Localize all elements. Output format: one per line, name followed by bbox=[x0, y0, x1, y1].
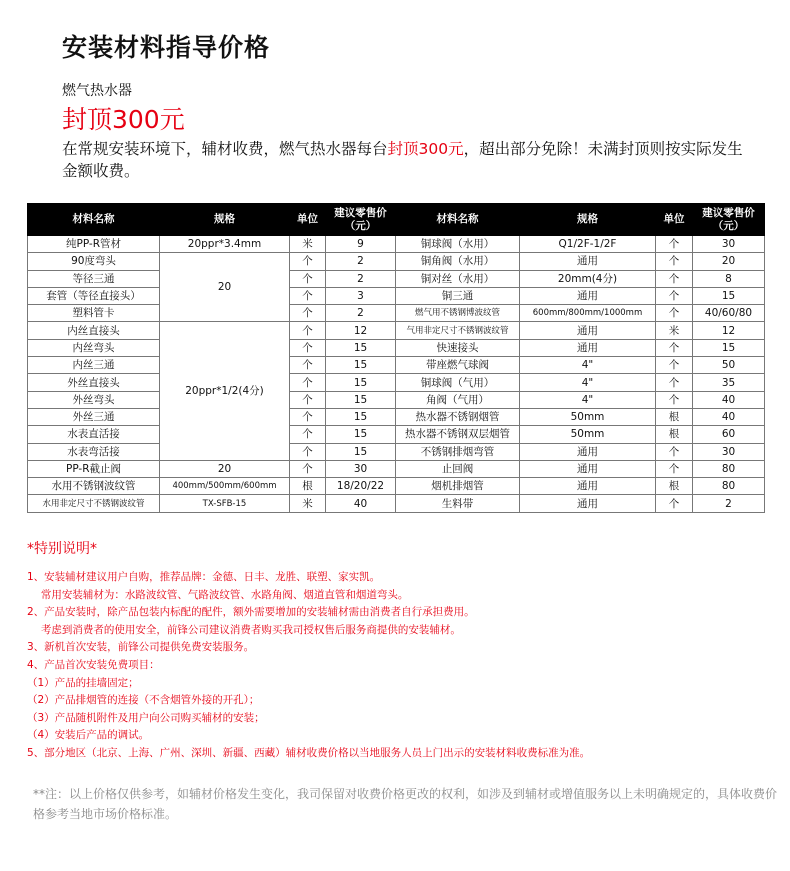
cell-unit: 个 bbox=[290, 287, 326, 304]
cell-spec: 4" bbox=[520, 391, 656, 408]
note-item: （2）产品排烟管的连接（不含烟管外接的开孔）； bbox=[27, 694, 260, 707]
cell-spec: 通用 bbox=[520, 443, 656, 460]
cell-name: 水表直活接 bbox=[28, 426, 160, 443]
cell-name: 90度弯头 bbox=[28, 253, 160, 270]
cell-name: 快速接头 bbox=[396, 339, 520, 356]
cell-price: 2 bbox=[326, 305, 396, 322]
cell-spec: 4" bbox=[520, 374, 656, 391]
cell-name: 止回阀 bbox=[396, 460, 520, 477]
cell-price: 12 bbox=[326, 322, 396, 339]
header-material-name: 材料名称 bbox=[28, 204, 160, 236]
table-row bbox=[28, 391, 765, 408]
cell-name: 铜角阀（水用） bbox=[396, 253, 520, 270]
header-spec: 规格 bbox=[520, 204, 656, 236]
table-row bbox=[28, 253, 765, 270]
cell-price: 15 bbox=[326, 426, 396, 443]
cell-unit: 根 bbox=[290, 478, 326, 495]
table-row bbox=[28, 495, 765, 512]
cell-spec: 50mm bbox=[520, 426, 656, 443]
cell-spec: 20mm(4分) bbox=[520, 270, 656, 287]
cell-name: 铜球阀（气用） bbox=[396, 374, 520, 391]
cell-unit: 米 bbox=[290, 495, 326, 512]
cell-unit: 个 bbox=[656, 495, 693, 512]
cell-spec: 通用 bbox=[520, 322, 656, 339]
cell-unit: 个 bbox=[290, 460, 326, 477]
cell-unit: 个 bbox=[290, 322, 326, 339]
cell-name: 热水器不锈钢烟管 bbox=[396, 408, 520, 425]
cell-price: 15 bbox=[326, 443, 396, 460]
cell-spec: 20 bbox=[160, 460, 290, 477]
cell-spec: 600mm/800mm/1000mm bbox=[520, 305, 656, 322]
cell-spec: 20ppr*3.4mm bbox=[160, 236, 290, 253]
footer-disclaimer: **注：以上价格仅供参考，如辅材价格发生变化，我司保留对收费价格更改的权利，如涉及到辅材或增值服务以上未明确规定的，具体收费价格参考当地市场价格标准。 bbox=[33, 787, 778, 821]
table-row bbox=[28, 374, 765, 391]
cell-price: 30 bbox=[326, 460, 396, 477]
cell-spec: TX-SFB-15 bbox=[160, 495, 290, 512]
table-row bbox=[28, 443, 765, 460]
cell-name: 内丝直接头 bbox=[28, 322, 160, 339]
cell-price: 60 bbox=[693, 426, 765, 443]
cell-unit: 个 bbox=[290, 426, 326, 443]
cell-price: 40 bbox=[693, 408, 765, 425]
cell-name: 铜球阀（水用） bbox=[396, 236, 520, 253]
table-row bbox=[28, 287, 765, 304]
cell-price: 2 bbox=[326, 270, 396, 287]
cell-unit: 个 bbox=[656, 391, 693, 408]
cell-unit: 个 bbox=[656, 236, 693, 253]
table-row bbox=[28, 270, 765, 287]
note-item: （1）产品的挂墙固定； bbox=[27, 676, 139, 689]
cell-price: 15 bbox=[326, 339, 396, 356]
cell-price: 40 bbox=[693, 391, 765, 408]
note-item: 3、新机首次安装，前锋公司提供免费安装服务。 bbox=[27, 641, 255, 654]
cell-price: 20 bbox=[693, 253, 765, 270]
cell-name: 热水器不锈钢双层烟管 bbox=[396, 426, 520, 443]
cell-name: 带座燃气球阀 bbox=[396, 357, 520, 374]
cell-spec: 通用 bbox=[520, 495, 656, 512]
cell-unit: 个 bbox=[290, 374, 326, 391]
cell-unit: 个 bbox=[290, 270, 326, 287]
cell-name: 气用非定尺寸不锈钢波纹管 bbox=[396, 322, 520, 339]
cell-price: 12 bbox=[693, 322, 765, 339]
cell-unit: 个 bbox=[290, 357, 326, 374]
cell-name: PP-R截止阀 bbox=[28, 460, 160, 477]
cell-price: 30 bbox=[693, 236, 765, 253]
note-item: 1、安装辅材建议用户自购，推荐品牌：金德、日丰、龙胜、联塑、家实凯。 bbox=[27, 571, 381, 583]
cell-price: 80 bbox=[693, 460, 765, 477]
cell-spec: 4" bbox=[520, 357, 656, 374]
cell-name: 外丝三通 bbox=[28, 408, 160, 425]
cell-name: 燃气用不锈钢博波纹管 bbox=[396, 305, 520, 322]
table-header-row bbox=[28, 204, 765, 236]
cell-name: 烟机排烟管 bbox=[396, 478, 520, 495]
cell-unit: 米 bbox=[290, 236, 326, 253]
cell-name: 生料带 bbox=[396, 495, 520, 512]
cell-spec: 通用 bbox=[520, 460, 656, 477]
cell-unit: 个 bbox=[656, 357, 693, 374]
cell-name: 铜三通 bbox=[396, 287, 520, 304]
cell-unit: 个 bbox=[656, 270, 693, 287]
table-row bbox=[28, 305, 765, 322]
cell-name: 不锈钢排烟弯管 bbox=[396, 443, 520, 460]
table-row bbox=[28, 339, 765, 356]
note-item: 2、产品安装时，除产品包装内标配的配件，额外需要增加的安装辅材需由消费者自行承担费用。 bbox=[27, 606, 475, 619]
notes-title: *特别说明* bbox=[27, 541, 97, 557]
note-item: （3）产品随机附件及用户向公司购买辅材的安装； bbox=[27, 711, 265, 724]
cell-unit: 个 bbox=[290, 408, 326, 425]
header-unit: 单位 bbox=[290, 204, 326, 236]
cell-name: 水表弯活接 bbox=[28, 443, 160, 460]
cell-name: 外丝弯头 bbox=[28, 391, 160, 408]
cell-unit: 个 bbox=[656, 374, 693, 391]
cell-spec: 400mm/500mm/600mm bbox=[160, 478, 290, 495]
cell-unit: 个 bbox=[290, 253, 326, 270]
header-unit: 单位 bbox=[656, 204, 693, 236]
cell-price: 50 bbox=[693, 357, 765, 374]
cell-price: 40 bbox=[326, 495, 396, 512]
cell-price: 8 bbox=[693, 270, 765, 287]
table-row bbox=[28, 322, 765, 339]
price-cap-heading: 封顶300元 bbox=[62, 105, 185, 134]
cell-unit: 个 bbox=[290, 305, 326, 322]
cell-price: 35 bbox=[693, 374, 765, 391]
header-spec: 规格 bbox=[160, 204, 290, 236]
desc-part1: 在常规安装环境下，辅材收费，燃气热水器每台 bbox=[62, 140, 388, 158]
cell-price: 3 bbox=[326, 287, 396, 304]
header-price: 建议零售价（元） bbox=[326, 204, 396, 236]
product-subtitle: 燃气热水器 bbox=[62, 83, 132, 99]
cell-name: 塑料管卡 bbox=[28, 305, 160, 322]
cell-unit: 个 bbox=[656, 287, 693, 304]
cell-name: 水用非定尺寸不锈钢波纹管 bbox=[28, 495, 160, 512]
cell-unit: 个 bbox=[656, 253, 693, 270]
cell-name: 水用不锈钢波纹管 bbox=[28, 478, 160, 495]
cap-description bbox=[62, 138, 752, 182]
cell-price: 30 bbox=[693, 443, 765, 460]
cell-price: 15 bbox=[326, 408, 396, 425]
cell-spec: 通用 bbox=[520, 287, 656, 304]
cell-name: 内丝弯头 bbox=[28, 339, 160, 356]
header-price: 建议零售价（元） bbox=[693, 204, 765, 236]
cell-name: 外丝直接头 bbox=[28, 374, 160, 391]
cell-unit: 个 bbox=[656, 460, 693, 477]
cell-unit: 个 bbox=[290, 443, 326, 460]
cell-spec: 通用 bbox=[520, 478, 656, 495]
cell-price: 40/60/80 bbox=[693, 305, 765, 322]
price-table bbox=[27, 203, 765, 513]
cell-spec: 通用 bbox=[520, 339, 656, 356]
cell-price: 2 bbox=[693, 495, 765, 512]
page-title: 安装材料指导价格 bbox=[62, 33, 271, 62]
cell-spec: 20ppr*1/2(4分) bbox=[160, 322, 290, 460]
table-row bbox=[28, 236, 765, 253]
table-row bbox=[28, 426, 765, 443]
note-item: 常用安装辅材为：水路波纹管、气路波纹管、水路角阀、烟道直管和烟道弯头。 bbox=[27, 588, 409, 601]
note-item: 5、部分地区（北京、上海、广州、深圳、新疆、西藏）辅材收费价格以当地服务人员上门出示的安装材料收费标准为准。 bbox=[27, 746, 591, 759]
desc-highlight: 封顶300元 bbox=[387, 140, 464, 158]
cell-name: 等径三通 bbox=[28, 270, 160, 287]
table-row bbox=[28, 408, 765, 425]
cell-price: 15 bbox=[326, 391, 396, 408]
cell-unit: 个 bbox=[656, 443, 693, 460]
table-row bbox=[28, 478, 765, 495]
header-material-name: 材料名称 bbox=[396, 204, 520, 236]
cell-price: 15 bbox=[693, 287, 765, 304]
cell-price: 15 bbox=[693, 339, 765, 356]
table-row bbox=[28, 357, 765, 374]
cell-price: 9 bbox=[326, 236, 396, 253]
desc-part2: ，超出部分免除！未满封顶则按实际发生金额收费。 bbox=[62, 140, 743, 180]
cell-price: 18/20/22 bbox=[326, 478, 396, 495]
note-item: （4）安装后产品的调试。 bbox=[27, 729, 150, 742]
cell-name: 内丝三通 bbox=[28, 357, 160, 374]
table-row bbox=[28, 460, 765, 477]
cell-unit: 根 bbox=[656, 408, 693, 425]
cell-price: 2 bbox=[326, 253, 396, 270]
cell-price: 80 bbox=[693, 478, 765, 495]
cell-name: 套管（等径直接头） bbox=[28, 287, 160, 304]
note-item: 4、产品首次安装免费项目： bbox=[27, 658, 160, 671]
cell-name: 纯PP-R管材 bbox=[28, 236, 160, 253]
cell-spec: 通用 bbox=[520, 253, 656, 270]
cell-unit: 个 bbox=[290, 391, 326, 408]
cell-unit: 个 bbox=[656, 339, 693, 356]
cell-unit: 根 bbox=[656, 426, 693, 443]
cell-name: 铜对丝（水用） bbox=[396, 270, 520, 287]
notes-list bbox=[27, 569, 767, 763]
cell-price: 15 bbox=[326, 374, 396, 391]
cell-price: 15 bbox=[326, 357, 396, 374]
note-item: 考虑到消费者的使用安全，前锋公司建议消费者购买我司授权售后服务商提供的安装辅材。 bbox=[27, 623, 461, 636]
cell-unit: 根 bbox=[656, 478, 693, 495]
cell-spec: Q1/2F-1/2F bbox=[520, 236, 656, 253]
cell-spec: 50mm bbox=[520, 408, 656, 425]
cell-name: 角阀（气用） bbox=[396, 391, 520, 408]
cell-unit: 个 bbox=[656, 305, 693, 322]
cell-spec: 20 bbox=[160, 253, 290, 322]
cell-unit: 个 bbox=[290, 339, 326, 356]
cell-unit: 米 bbox=[656, 322, 693, 339]
